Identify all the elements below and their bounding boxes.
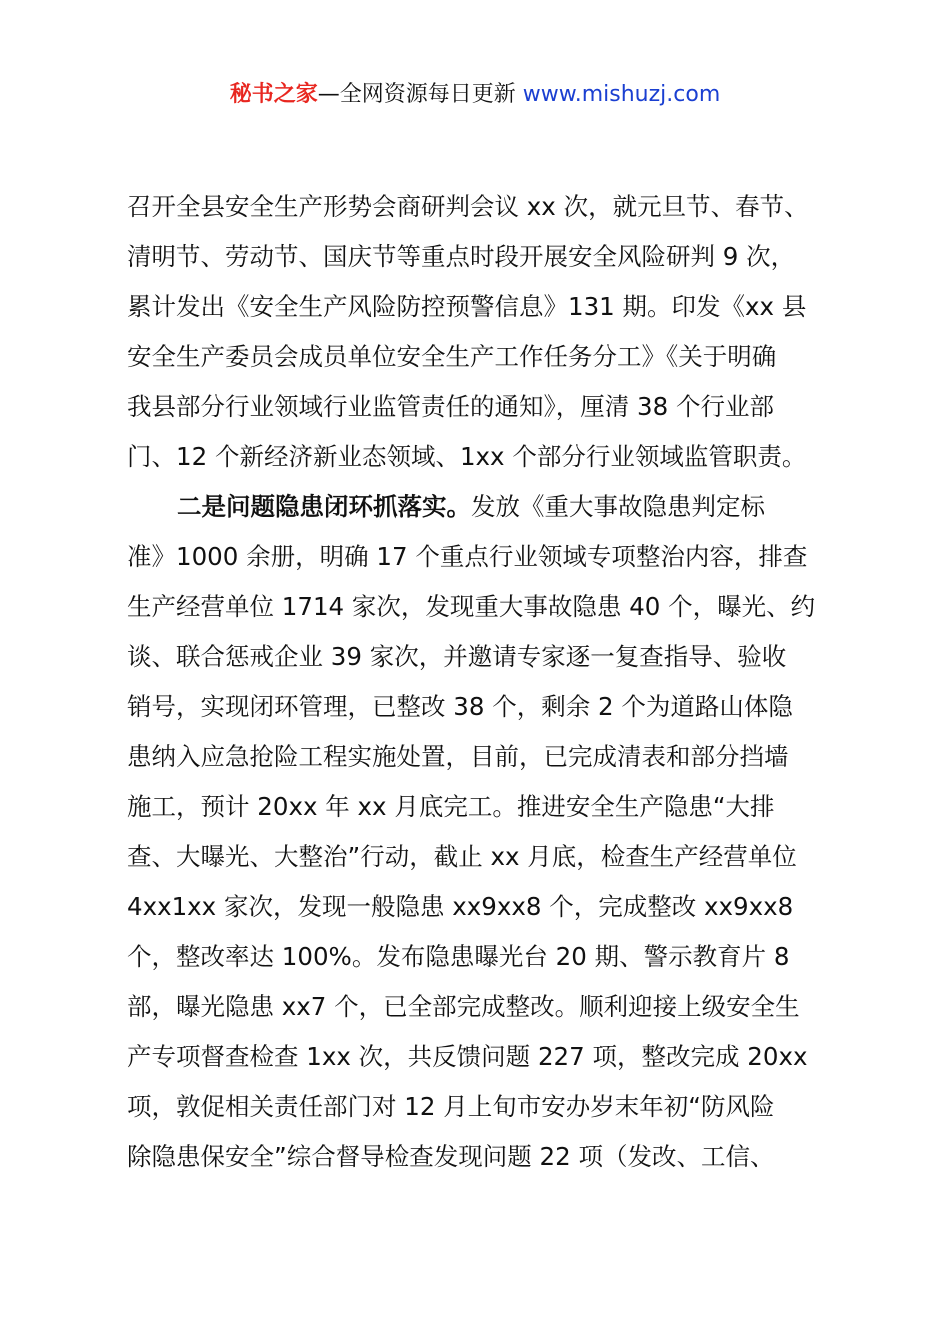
text-line: 部，曝光隐患 xx7 个，已全部完成整改。顺利迎接上级安全生 [127, 992, 800, 1021]
paragraph-2 [127, 482, 847, 1182]
text-line: 销号，实现闭环管理，已整改 38 个，剩余 2 个为道路山体隐 [127, 692, 793, 721]
text-line: 门、12 个新经济新业态领域、1xx 个部分行业领域监管职责。 [127, 442, 807, 471]
text-line: 累计发出《安全生产风险防控预警信息》131 期。印发《xx 县 [127, 292, 807, 321]
document-body [127, 182, 847, 1182]
text-line: 准》1000 余册，明确 17 个重点行业领域专项整治内容，排查 [127, 542, 808, 571]
text-line: 患纳入应急抢险工程实施处置，目前，已完成清表和部分挡墙 [127, 742, 789, 771]
paragraph-1 [127, 182, 847, 482]
text-line: 谈、联合惩戒企业 39 家次，并邀请专家逐一复查指导、验收 [127, 642, 787, 671]
text-line: 除隐患保安全”综合督导检查发现问题 22 项（发改、工信、 [127, 1142, 775, 1171]
text-line: 项，敦促相关责任部门对 12 月上旬市安办岁末年初“防风险 [127, 1092, 775, 1121]
text-line: 4xx1xx 家次，发现一般隐患 xx9xx8 个，完成整改 xx9xx8 [127, 892, 794, 921]
text-line: 清明节、劳动节、国庆节等重点时段开展安全风险研判 9 次， [127, 242, 796, 271]
text-line: 查、大曝光、大整治”行动，截止 xx 月底，检查生产经营单位 [127, 842, 797, 871]
text-line: 个，整改率达 100%。发布隐患曝光台 20 期、警示教育片 8 [127, 942, 790, 971]
header-slogan: —全网资源每日更新 [317, 82, 523, 107]
text-line: 召开全县安全生产形势会商研判会议 xx 次，就元旦节、春节、 [127, 192, 809, 221]
text-line: 产专项督查检查 1xx 次，共反馈问题 227 项，整改完成 20xx [127, 1042, 808, 1071]
text-run: 发放《重大事故隐患判定标 [471, 492, 765, 521]
text-line: 生产经营单位 1714 家次，发现重大事故隐患 40 个，曝光、约 [127, 592, 816, 621]
text-line: 施工，预计 20xx 年 xx 月底完工。推进安全生产隐患“大排 [127, 792, 775, 821]
text-line [127, 482, 847, 532]
text-line: 安全生产委员会成员单位安全生产工作任务分工》《关于明确 [127, 342, 777, 371]
brand-name: 秘书之家 [229, 82, 318, 107]
section-heading: 二是问题隐患闭环抓落实。 [177, 492, 471, 521]
text-line: 我县部分行业领域行业监管责任的通知》，厘清 38 个行业部 [127, 392, 774, 421]
page-header [0, 80, 950, 110]
site-url-link[interactable]: www.mishuzj.com [522, 82, 721, 107]
